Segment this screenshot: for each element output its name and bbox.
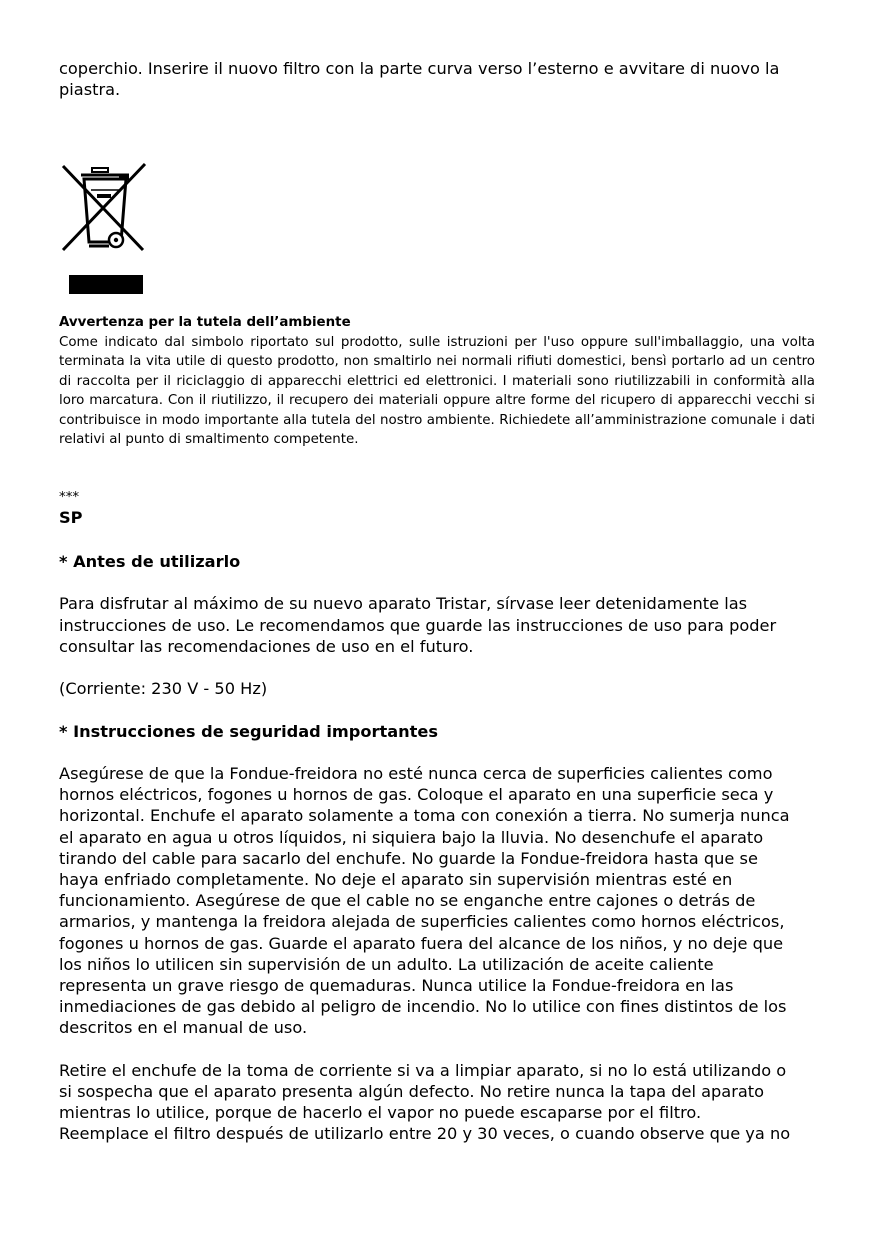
paragraph-line: instrucciones de uso. Le recomendamos que guarde las instrucciones de uso para poder (59, 615, 777, 635)
spanish-section (59, 489, 815, 1145)
paragraph-line: hornos eléctricos, fogones u hornos de gas. Coloque el aparato en una superficie seca y (59, 785, 774, 805)
paragraph-line: fogones u hornos de gas. Guarde el aparato fuera del alcance de los niños, y no deje que (59, 933, 784, 953)
paragraph-line: Asegúrese de que la Fondue-freidora no esté nunca cerca de superficies calientes como (59, 763, 773, 783)
paragraph-line: Retire el enchufe de la toma de corriente si va a limpiar aparato, si no lo está utilizando o (59, 1060, 787, 1080)
power-spec: (Corriente: 230 V - 50 Hz) (59, 679, 268, 699)
crossed-out-wheelie-bin-icon (59, 162, 149, 296)
paragraph-line: tirando del cable para sacarlo del enchufe. No guarde la Fondue-freidora hasta que se (59, 848, 758, 868)
environment-text: Come indicato dal simbolo riportato sul prodotto, sulle istruzioni per l'uso oppure sull'imballaggio, una volta terminata la vita utile di questo prodotto, non smaltirlo nei normali rifiuti domestici, bensì portarlo ad un centro di raccolta per il riciclaggio di apparecchi elettrici ed elettronici. I materiali sono riutilizzabili in conformità alla loro marcatura. Con il riutilizzo, il recupero dei materiali oppure altre forme del ricupero di apparecchi vecchi si contribuisce in modo importante alla tutela del nostro ambiente. Richiedete all’amministrazione comunale i dati relativi al punto di smaltimento competente. (59, 334, 815, 447)
paragraph-line: funcionamiento. Asegúrese de que el cable no se enganche entre cajones o detrás de (59, 891, 756, 911)
safety-paragraph-2 (59, 1060, 815, 1145)
paragraph-line: consultar las recomendaciones de uso en el futuro. (59, 636, 474, 656)
environment-notice (59, 313, 815, 450)
paragraph-line: si sospecha que el aparato presenta algún defecto. No retire nunca la tapa del aparato (59, 1082, 765, 1101)
language-code: SP (59, 508, 83, 527)
paragraph-line: haya enfriado completamente. No deje el aparato sin supervisión mientras esté en (59, 869, 733, 889)
safety-paragraph-1 (59, 763, 815, 1039)
paragraph-line: el aparato en agua u otros líquidos, ni siquiera bajo la lluvia. No desenchufe el aparato (59, 827, 764, 847)
paragraph-line: los niños lo utilicen sin supervisión de un adulto. La utilización de aceite caliente (59, 954, 714, 974)
top-line: coperchio. Inserire il nuovo filtro con la parte curva verso l’esterno e avvitare di nuovo la (59, 59, 780, 78)
paragraph-line: descritos en el manual de uso. (59, 1018, 308, 1038)
before-use-heading: * Antes de utilizarlo (59, 552, 241, 571)
paragraph-line: Reemplace el filtro después de utilizarlo entre 20 y 30 veces, o cuando observe que ya no (59, 1124, 791, 1144)
top-line: piastra. (59, 80, 121, 100)
paragraph-line: inmediaciones de gas debido al peligro de incendio. No lo utilice con fines distintos de los (59, 997, 787, 1017)
paragraph-line: mientras lo utilice, porque de hacerlo el vapor no puede escaparse por el filtro. (59, 1103, 702, 1123)
paragraph-line: horizontal. Enchufe el aparato solamente a toma con conexión a tierra. No sumerja nunca (59, 806, 790, 826)
environment-title: Avvertenza per la tutela dell’ambiente (59, 315, 351, 330)
safety-heading: * Instrucciones de seguridad importantes (59, 721, 438, 741)
paragraph-line: armarios, y mantenga la freidora alejada de superficies calientes como hornos eléctricos, (59, 912, 785, 932)
paragraph-line: representa un grave riesgo de quemaduras. Nunca utilice la Fondue-freidora en las (59, 976, 734, 995)
paragraph-line: Para disfrutar al máximo de su nuevo aparato Tristar, sírvase leer detenidamente las (59, 594, 748, 614)
top-paragraph (59, 58, 815, 100)
top-paragraph-text (59, 58, 815, 100)
section-separator: *** (59, 490, 80, 505)
before-use-paragraph (59, 593, 815, 657)
